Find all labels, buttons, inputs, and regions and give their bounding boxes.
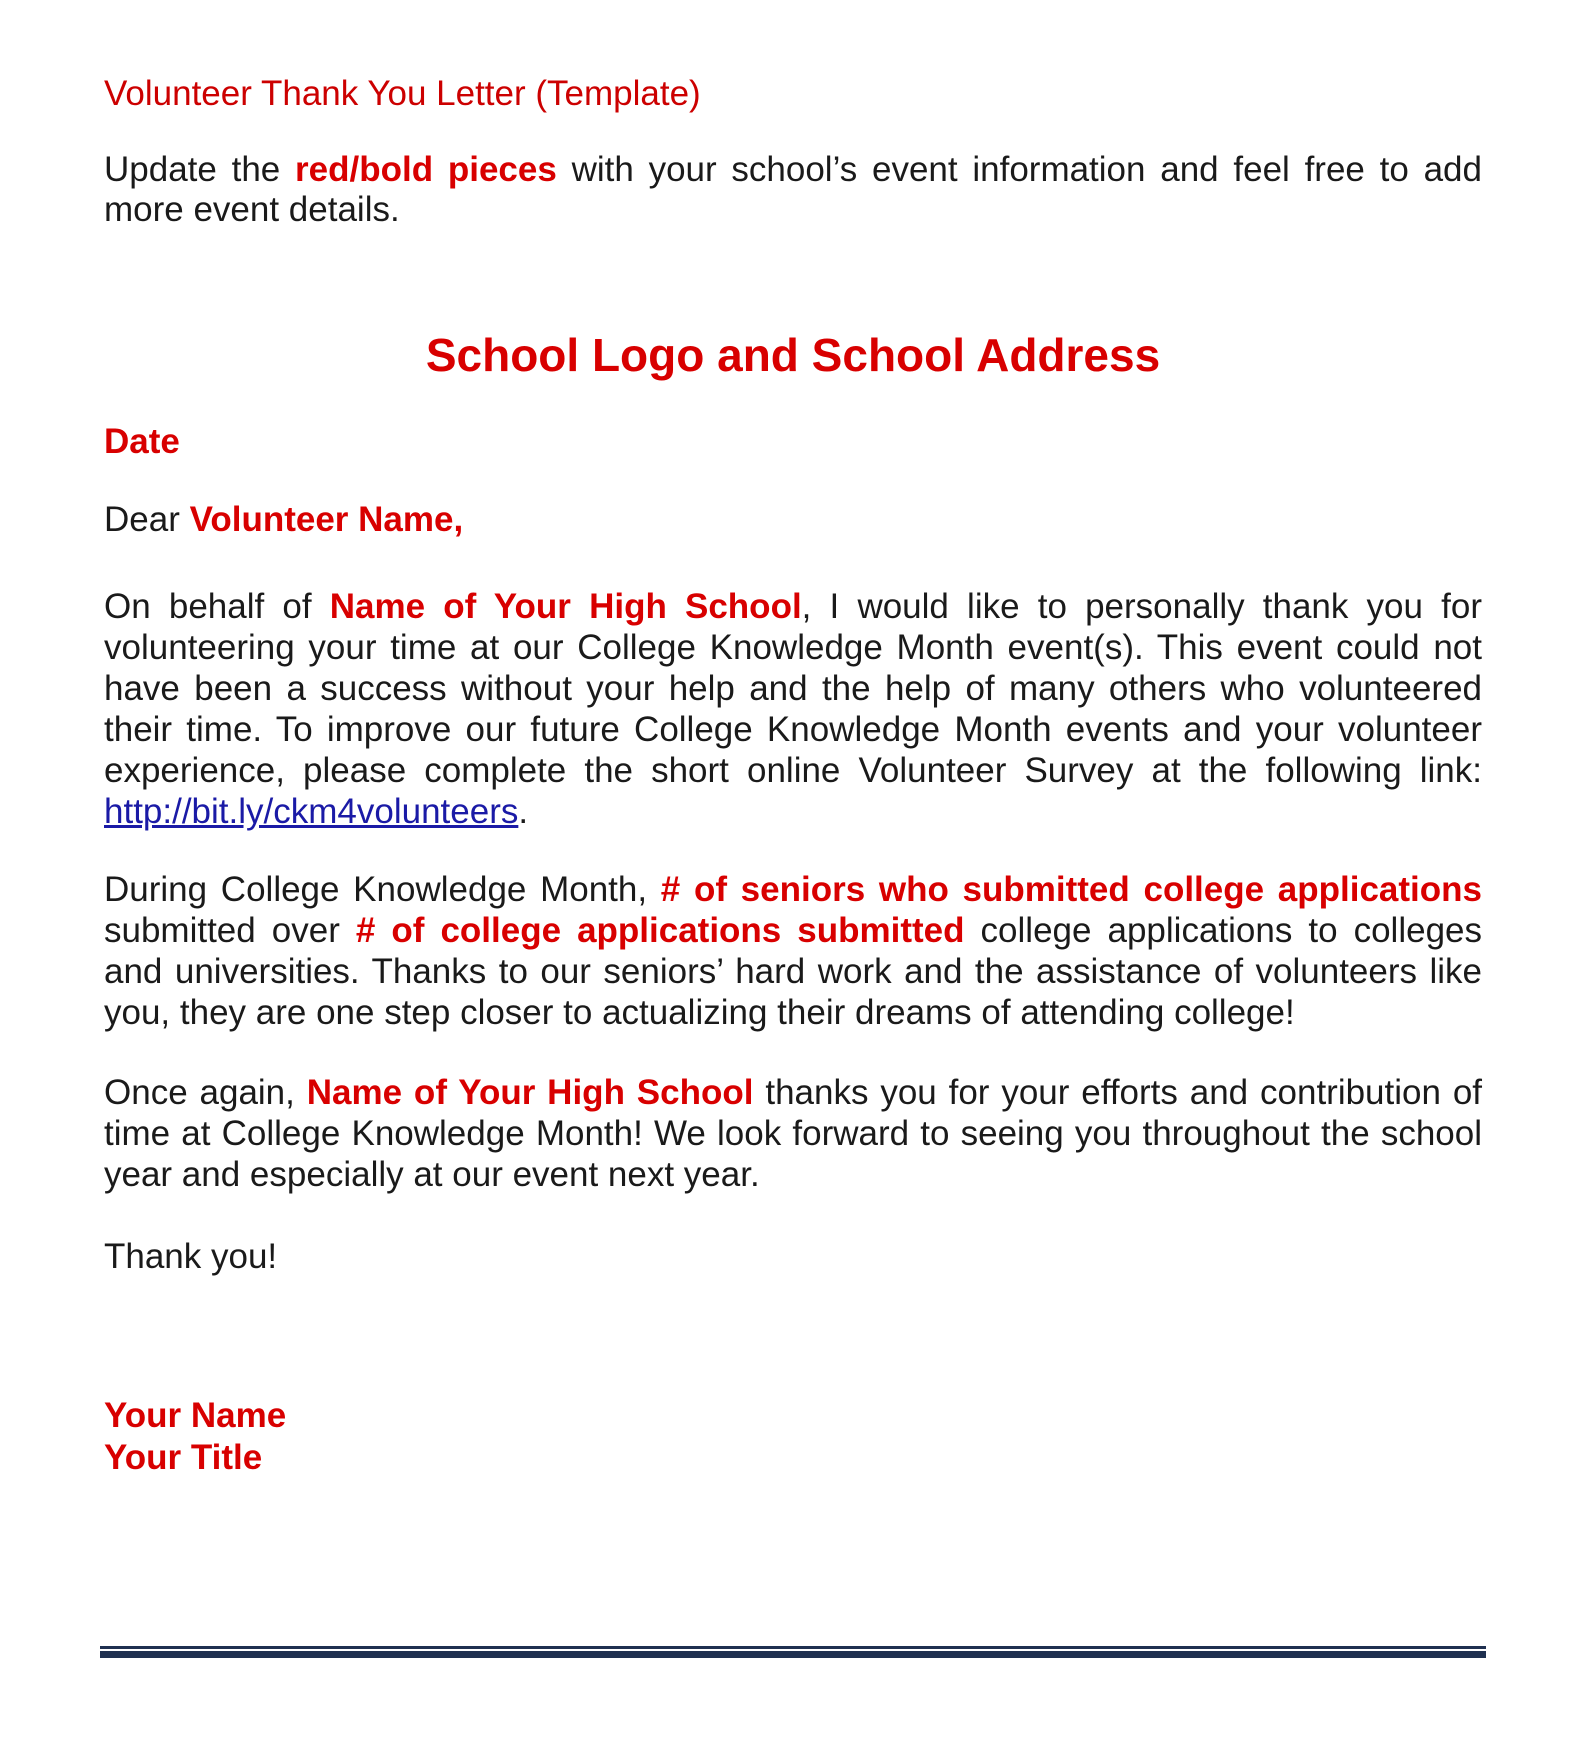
school-name-placeholder-2: Name of Your High School [306, 1073, 754, 1112]
signature-title-placeholder: Your Title [104, 1438, 263, 1477]
instruction-suffix: with your school’s event information and feel free to add more event details. [104, 150, 1482, 229]
letterhead-placeholder: School Logo and School Address [425, 329, 1161, 381]
greeting [104, 500, 463, 540]
volunteer-name-placeholder: Volunteer Name, [189, 500, 464, 539]
applications-count-placeholder: # of college applications submitted [355, 911, 965, 950]
paragraph-thanks-end: . [518, 792, 529, 831]
seniors-count-placeholder: # of seniors who submitted college applications [660, 870, 1482, 909]
instruction-prefix: Update the [104, 150, 296, 189]
date-placeholder: Date [104, 422, 180, 461]
paragraph-thanks-body: , I would like to personally thank you for volunteering your time at our College Knowledge Month event(s). This event could not have been a success without your help and the help of many others who volunteered their time. To improve our future College Knowledge Month events and your volunteer experience, please complete the short online Volunteer Survey at the following link: [104, 587, 1482, 790]
school-name-placeholder: Name of Your High School [329, 587, 802, 626]
greeting-prefix: Dear [104, 500, 190, 539]
footer-divider-thick [100, 1651, 1486, 1658]
closing-line: Thank you! [104, 1237, 278, 1276]
paragraph-results-prefix: During College Knowledge Month, [104, 870, 661, 909]
signature-name-placeholder: Your Name [104, 1396, 287, 1435]
paragraph-results-middle: submitted over [104, 911, 356, 950]
paragraph-thanks-prefix: On behalf of [104, 587, 330, 626]
paragraph-results [104, 869, 1482, 1033]
paragraph-closing-prefix: Once again, [104, 1073, 307, 1112]
survey-link[interactable]: http://bit.ly/ckm4volunteers [104, 792, 519, 831]
paragraph-thanks [104, 586, 1482, 832]
document-title: Volunteer Thank You Letter (Template) [104, 74, 701, 113]
instruction-highlight: red/bold pieces [295, 150, 557, 189]
footer-divider [100, 1646, 1486, 1658]
paragraph-results-suffix: college applications to colleges and universities. Thanks to our seniors’ hard work and the assistance of volunteers like you, they are one step closer to actualizing their dreams of attending college! [104, 911, 1482, 1032]
paragraph-closing [104, 1072, 1482, 1195]
instruction-text [104, 150, 1482, 230]
paragraph-closing-suffix: thanks you for your efforts and contribution of time at College Knowledge Month! We look forward to seeing you throughout the school year and especially at our event next year. [104, 1073, 1483, 1194]
footer-divider-thin [100, 1646, 1486, 1649]
